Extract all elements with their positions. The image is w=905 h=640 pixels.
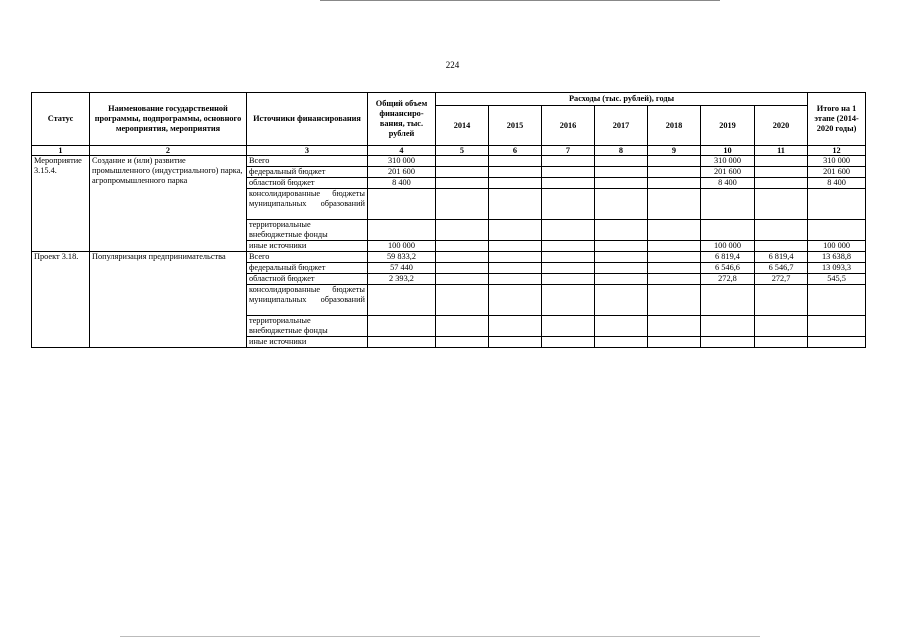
row-total: 57 440 — [368, 263, 436, 274]
column-number: 7 — [542, 146, 595, 156]
row-2019: 6 546,6 — [701, 263, 755, 274]
row-name: Создание и (или) развитие промышленного (индустриального) парка, агропромышленного парка — [90, 156, 247, 252]
column-number: 2 — [90, 146, 247, 156]
row-source: федеральный бюджет — [247, 263, 368, 274]
row-stage-total: 310 000 — [808, 156, 866, 167]
row-status: Проект 3.18. — [32, 252, 90, 348]
row-2019: 8 400 — [701, 178, 755, 189]
row-source: территориальные внебюджетные фонды — [247, 220, 368, 241]
row-stage-total: 13 638,8 — [808, 252, 866, 263]
header-year: 2020 — [755, 106, 808, 146]
header-year: 2018 — [648, 106, 701, 146]
row-source: областной бюджет — [247, 274, 368, 285]
row-2020: 6 819,4 — [755, 252, 808, 263]
page-number: 224 — [445, 60, 460, 70]
row-name: Популяризация предпринимательства — [90, 252, 247, 348]
header-year: 2014 — [436, 106, 489, 146]
column-number: 12 — [808, 146, 866, 156]
column-number: 8 — [595, 146, 648, 156]
row-source: федеральный бюджет — [247, 167, 368, 178]
column-number: 11 — [755, 146, 808, 156]
row-2019: 310 000 — [701, 156, 755, 167]
row-source: территориальные внебюджетные фонды — [247, 316, 368, 337]
row-2019: 201 600 — [701, 167, 755, 178]
row-total: 8 400 — [368, 178, 436, 189]
bottom-rule — [120, 636, 760, 637]
row-2020 — [755, 156, 808, 167]
row-status: Мероприятие 3.15.4. — [32, 156, 90, 252]
row-stage-total: 201 600 — [808, 167, 866, 178]
row-source: иные источники — [247, 241, 368, 252]
header-year: 2019 — [701, 106, 755, 146]
header-expenses: Расходы (тыс. рублей), годы — [436, 93, 808, 106]
table-row — [32, 156, 866, 167]
column-number: 1 — [32, 146, 90, 156]
header-year: 2016 — [542, 106, 595, 146]
row-source: консолидированные бюджеты муниципальных образований — [247, 285, 368, 316]
row-2019: 272,8 — [701, 274, 755, 285]
header-total-volume: Общий объем финансиро-вания, тыс. рублей — [368, 93, 436, 146]
column-number: 3 — [247, 146, 368, 156]
row-2020: 6 546,7 — [755, 263, 808, 274]
column-number: 5 — [436, 146, 489, 156]
column-number-row — [32, 146, 866, 156]
header-source: Источники финансирования — [247, 93, 368, 146]
header-year: 2017 — [595, 106, 648, 146]
row-stage-total: 545,5 — [808, 274, 866, 285]
row-stage-total: 13 093,3 — [808, 263, 866, 274]
column-number: 10 — [701, 146, 755, 156]
row-2019: 100 000 — [701, 241, 755, 252]
row-total: 201 600 — [368, 167, 436, 178]
header-name: Наименование государственной программы, подпрограммы, основного мероприятия, мероприятия — [90, 93, 247, 146]
financing-table — [31, 92, 866, 348]
row-total: 310 000 — [368, 156, 436, 167]
row-source: Всего — [247, 252, 368, 263]
row-source: консолидированные бюджеты муниципальных образований — [247, 189, 368, 220]
table-row — [32, 252, 866, 263]
row-2020 — [755, 241, 808, 252]
row-total: 59 833,2 — [368, 252, 436, 263]
header-stage-total: Итого на 1 этапе (2014-2020 годы) — [808, 93, 866, 146]
header-year: 2015 — [489, 106, 542, 146]
row-stage-total: 8 400 — [808, 178, 866, 189]
row-2020 — [755, 178, 808, 189]
column-number: 9 — [648, 146, 701, 156]
row-2020: 272,7 — [755, 274, 808, 285]
column-number: 6 — [489, 146, 542, 156]
column-number: 4 — [368, 146, 436, 156]
row-stage-total: 100 000 — [808, 241, 866, 252]
row-total: 2 393,2 — [368, 274, 436, 285]
row-source: иные источники — [247, 337, 368, 348]
header-status: Статус — [32, 93, 90, 146]
row-source: областной бюджет — [247, 178, 368, 189]
row-total: 100 000 — [368, 241, 436, 252]
row-2019: 6 819,4 — [701, 252, 755, 263]
row-source: Всего — [247, 156, 368, 167]
top-rule — [320, 0, 720, 1]
row-2020 — [755, 167, 808, 178]
